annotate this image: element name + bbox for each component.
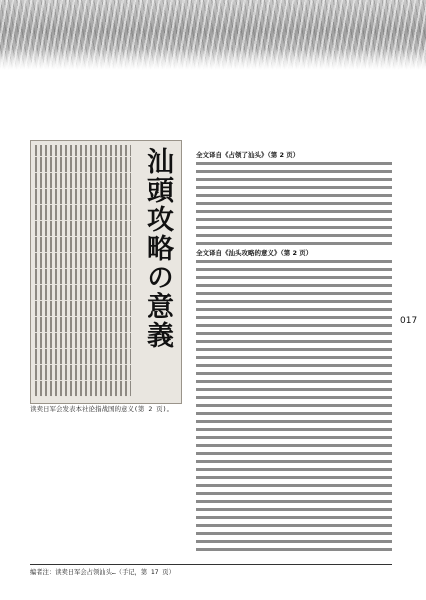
clipping-caption: 读卖日军会发表本社论指战国的意义(第 2 页)。 bbox=[30, 405, 174, 413]
article-section-1 bbox=[196, 150, 392, 248]
clipping-text-columns bbox=[35, 145, 131, 397]
page-number: 017 bbox=[400, 316, 418, 326]
article-title-1: 全文译自《占领了汕头》（第 2 页） bbox=[196, 151, 300, 159]
article-body-1 bbox=[196, 162, 392, 248]
article-title-2: 全文译自《汕头攻略的意义》（第 2 页） bbox=[196, 249, 313, 257]
clipping-headline: 汕頭攻略の意義 bbox=[142, 147, 173, 350]
editor-note-text: 编者注：读卖日军会占领汕头…（手记，第 17 页） bbox=[30, 569, 175, 576]
newspaper-clipping bbox=[30, 140, 182, 404]
article-section-2 bbox=[196, 248, 392, 556]
brush-texture-header bbox=[0, 0, 426, 70]
editor-note bbox=[30, 564, 392, 590]
article-body-2 bbox=[196, 260, 392, 556]
